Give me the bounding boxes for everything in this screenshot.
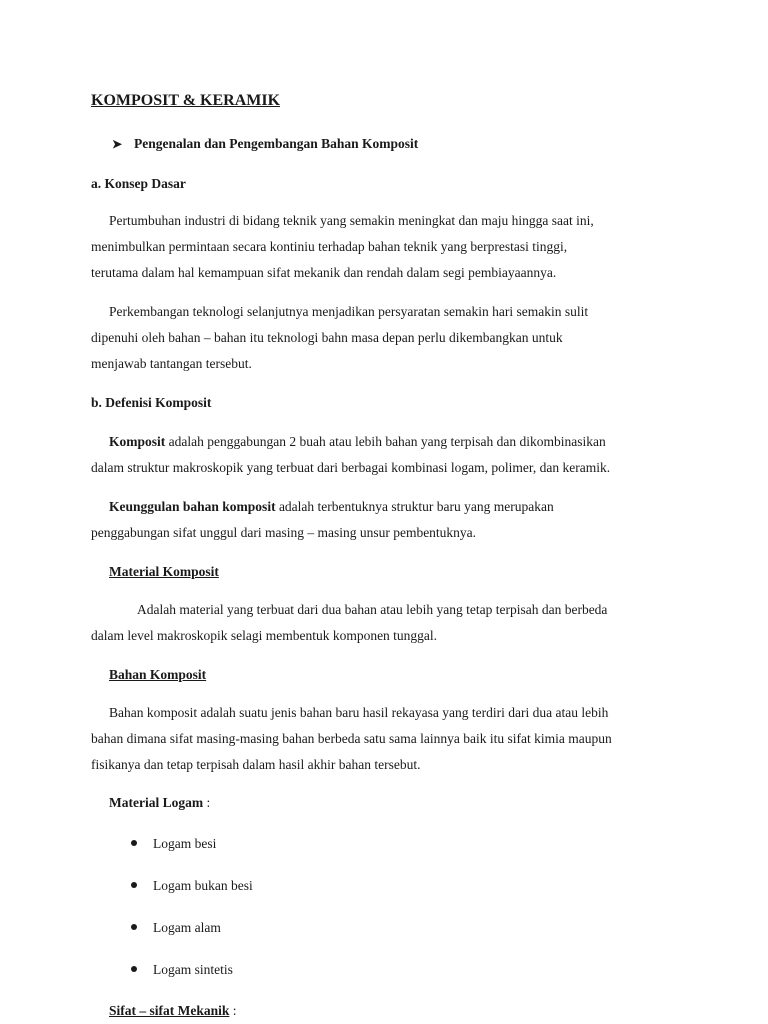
section-a-heading: a. Konsep Dasar bbox=[91, 176, 186, 191]
material-logam-colon: : bbox=[203, 795, 211, 810]
sifat-mekanik-term: Sifat – sifat Mekanik bbox=[109, 1003, 230, 1018]
paragraph-line bbox=[91, 429, 691, 455]
paragraph-line: Perkembangan teknologi selanjutnya menjadikan persyaratan semakin hari semakin sulit bbox=[109, 304, 589, 319]
bullet-icon bbox=[131, 924, 137, 930]
keunggulan-definition bbox=[91, 494, 691, 546]
paragraph-line: fisikanya dan tetap terpisah dalam hasil akhir bahan tersebut. bbox=[91, 757, 421, 772]
document-title: KOMPOSIT & KERAMIK bbox=[91, 92, 281, 109]
keunggulan-text: adalah terbentuknya struktur baru yang merupakan bbox=[275, 499, 554, 514]
paragraph-line: dalam level makroskopik selagi membentuk komponen tunggal. bbox=[91, 628, 438, 643]
intro-heading bbox=[112, 136, 418, 152]
list-item-text: Logam sintetis bbox=[153, 962, 233, 977]
sifat-mekanik-colon: : bbox=[229, 1003, 237, 1018]
paragraph-line: dalam struktur makroskopik yang terbuat dari berbagai kombinasi logam, polimer, dan keramik. bbox=[91, 460, 611, 475]
paragraph-line: Bahan komposit adalah suatu jenis bahan baru hasil rekayasa yang terdiri dari dua atau lebih bbox=[109, 705, 609, 720]
bullet-icon bbox=[131, 966, 137, 972]
list-item-text: Logam besi bbox=[153, 836, 217, 851]
paragraph-line bbox=[91, 494, 691, 520]
paragraph-line: Adalah material yang terbuat dari dua bahan atau lebih yang tetap terpisah dan berbeda bbox=[137, 602, 608, 617]
sifat-mekanik-label bbox=[109, 1003, 237, 1019]
material-logam-term: Material Logam bbox=[109, 795, 204, 810]
keunggulan-term: Keunggulan bahan komposit bbox=[109, 499, 276, 514]
komposit-term: Komposit bbox=[109, 434, 166, 449]
komposit-text: adalah penggabungan 2 buah atau lebih bahan yang terpisah dan dikombinasikan bbox=[165, 434, 606, 449]
section-a-paragraph-2 bbox=[91, 299, 691, 377]
list-item bbox=[131, 836, 216, 852]
paragraph-line: penggabungan sifat unggul dari masing – masing unsur pembentuknya. bbox=[91, 525, 477, 540]
list-item-text: Logam bukan besi bbox=[153, 878, 253, 893]
bahan-komposit-heading: Bahan Komposit bbox=[109, 667, 207, 682]
paragraph-line: Pertumbuhan industri di bidang teknik yang semakin meningkat dan maju hingga saat ini, bbox=[109, 213, 594, 228]
intro-heading-text: Pengenalan dan Pengembangan Bahan Komposit bbox=[134, 136, 419, 151]
bahan-komposit-paragraph bbox=[91, 700, 691, 778]
paragraph-line: menjawab tantangan tersebut. bbox=[91, 356, 252, 371]
list-item bbox=[131, 920, 221, 936]
material-logam-label bbox=[109, 795, 210, 811]
material-komposit-heading: Material Komposit bbox=[109, 564, 219, 579]
bullet-icon bbox=[131, 840, 137, 846]
komposit-definition bbox=[91, 429, 691, 481]
paragraph-line: menimbulkan permintaan secara kontiniu terhadap bahan teknik yang berprestasi tinggi, bbox=[91, 239, 568, 254]
list-item bbox=[131, 878, 253, 894]
list-item bbox=[131, 962, 233, 978]
material-komposit-paragraph bbox=[91, 597, 691, 649]
bullet-icon bbox=[131, 882, 137, 888]
section-a-paragraph-1 bbox=[91, 208, 691, 286]
paragraph-line: terutama dalam hal kemampuan sifat mekanik dan rendah dalam segi pembiayaannya. bbox=[91, 265, 557, 280]
arrow-bullet-icon: ➤ bbox=[112, 137, 123, 151]
list-item-text: Logam alam bbox=[153, 920, 221, 935]
paragraph-line: dipenuhi oleh bahan – bahan itu teknologi bahn masa depan perlu dikembangkan untuk bbox=[91, 330, 563, 345]
section-b-heading: b. Defenisi Komposit bbox=[91, 395, 212, 410]
paragraph-line: bahan dimana sifat masing-masing bahan berbeda satu sama lainnya baik itu sifat kimia maupun bbox=[91, 731, 612, 746]
